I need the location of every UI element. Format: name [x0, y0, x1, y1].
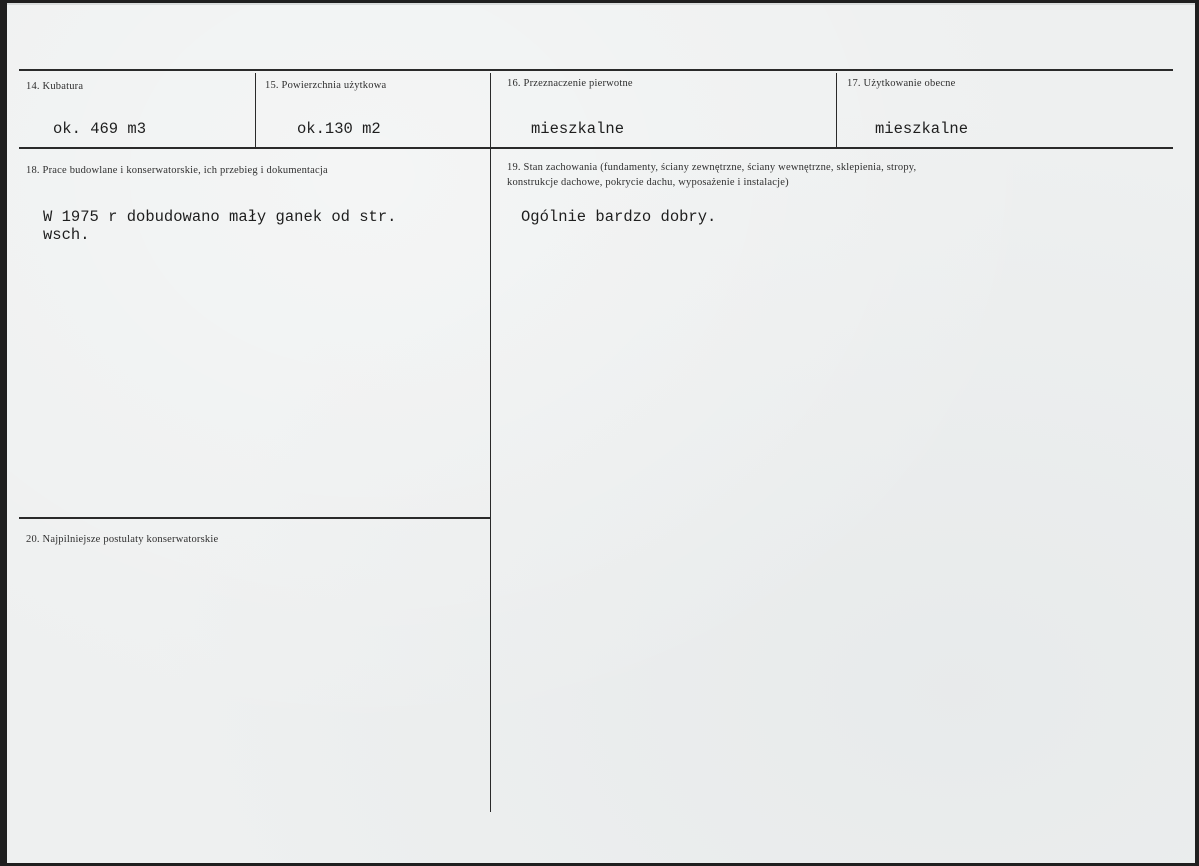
field-18-value-line-1: W 1975 r dobudowano mały ganek od str. [43, 208, 397, 226]
field-18-label: 18. Prace budowlane i konserwatorskie, ich przebieg i dokumentacja [26, 165, 328, 176]
field-15-label: 15. Powierzchnia użytkowa [265, 80, 387, 91]
field-14-value: ok. 469 m3 [53, 120, 147, 138]
record-card [7, 3, 1195, 863]
field-14-label: 14. Kubatura [26, 81, 84, 92]
main-vertical-divider [490, 149, 491, 812]
top-rule [19, 69, 1173, 71]
field-16-value: mieszkalne [531, 120, 625, 138]
row1-bottom-rule [19, 147, 1173, 149]
field-18-value-line-2: wsch. [43, 226, 90, 244]
field-20-label: 20. Najpilniejsze postulaty konserwatorskie [26, 534, 219, 545]
field-19-label-line-2: konstrukcje dachowe, pokrycie dachu, wyposażenie i instalacje) [507, 177, 789, 188]
field-19-value: Ogólnie bardzo dobry. [521, 208, 717, 226]
field-15-value: ok.130 m2 [297, 120, 381, 138]
section-18-bottom-rule [19, 517, 490, 519]
field-17-value: mieszkalne [875, 120, 969, 138]
row1-divider-3 [836, 73, 837, 149]
field-19-label-line-1: 19. Stan zachowania (fundamenty, ściany zewnętrzne, ściany wewnętrzne, sklepienia, stropy, [507, 162, 917, 173]
row1-divider-2 [490, 73, 491, 149]
row1-divider-1 [255, 73, 256, 149]
field-16-label: 16. Przeznaczenie pierwotne [507, 78, 633, 89]
field-17-label: 17. Użytkowanie obecne [847, 78, 956, 89]
